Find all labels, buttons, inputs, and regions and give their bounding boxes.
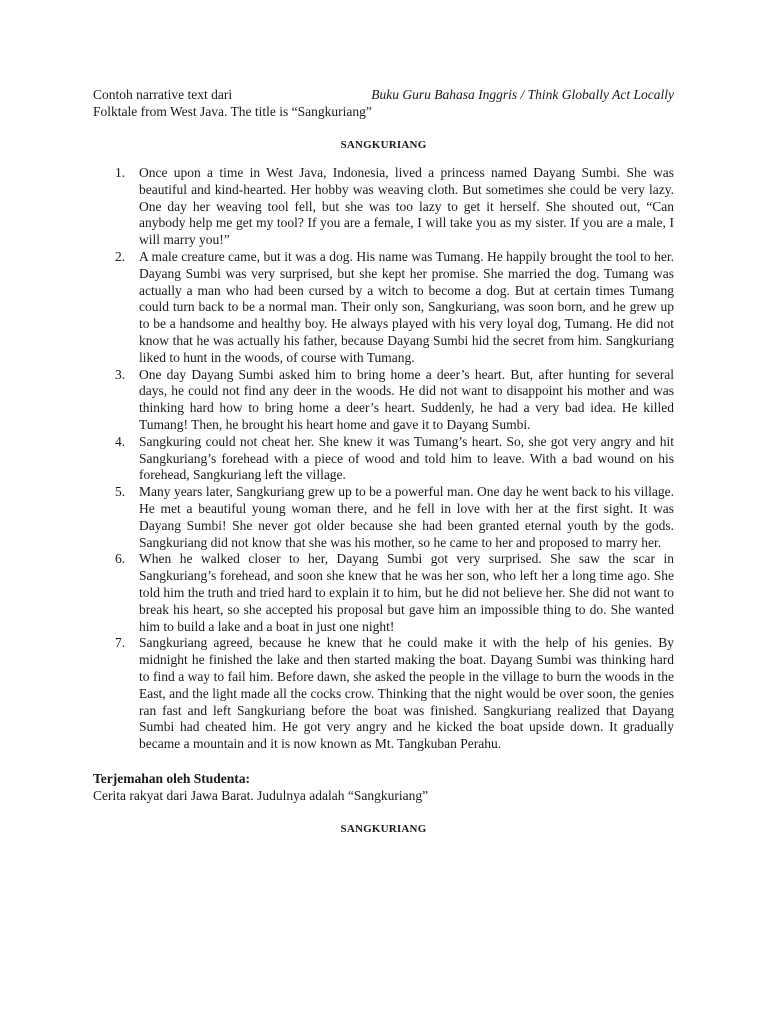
- paragraph-text: Sangkuring could not cheat her. She knew it was Tumang’s heart. So, she got very angry and hit Sangkuriang’s forehead with a piece of wood and told him to leave. With a bad wound on his forehead, Sangkuriang left the village.: [139, 433, 674, 483]
- story-title: SANGKURIANG: [340, 139, 427, 151]
- story-paragraph: [93, 165, 674, 249]
- paragraph-number: 4.: [115, 433, 126, 449]
- story-paragraph: [93, 434, 674, 484]
- paragraph-number: 5.: [115, 484, 126, 500]
- intro-line-2: Folktale from West Java. The title is “Sangkuriang”: [93, 104, 372, 119]
- paragraph-text: One day Dayang Sumbi asked him to bring home a deer’s heart. But, after hunting for several days, he could not find any deer in the woods. He did not want to disappoint his mother and was thinking hard how to bring home a deer’s heart. Suddenly, he had a very bad idea. He killed Tumang! Then, he brought his heart home and gave it to Dayang Sumbi.: [139, 366, 674, 432]
- document-page: [93, 86, 674, 835]
- paragraph-text: A male creature came, but it was a dog. His name was Tumang. He happily brought the tool to her. Dayang Sumbi was very surprised, but she kept her promise. She married the dog. Tumang was actually a man who had been cursed by a witch to become a dog. But at certain times Tumang could turn back to be a normal man. Their only son, Sangkuriang, was soon born, and he grew up to be a handsome and healthy boy. He always played with his very loyal dog, Tumang. He did not know that he was actually his father, because Dayang Sumbi hid the secret from him. Sangkuriang liked to hunt in the woods, of course with Tumang.: [139, 248, 674, 365]
- translation-heading: Terjemahan oleh Studenta:: [93, 770, 251, 786]
- paragraph-number: 7.: [115, 635, 126, 651]
- story-paragraph: [93, 551, 674, 635]
- story-paragraph: [93, 635, 674, 753]
- story-paragraph-list: [93, 165, 674, 753]
- intro-line-1: [93, 86, 674, 103]
- paragraph-text: Sangkuriang agreed, because he knew that he could make it with the help of his genies. By midnight he finished the lake and then started making the boat. Dayang Sumbi was thinking hard to find a way to fail him. Before dawn, she asked the people in the village to burn the woods in the East, and the light made all the cocks crow. Thinking that the night would be over soon, the genies ran fast and left Sangkuriang before the boat was finished. Sangkuriang realized that Dayang Sumbi had cheated him. He got very angry and he kicked the boat upside down. It gradually became a mountain and it is now known as Mt. Tangkuban Perahu.: [139, 635, 674, 752]
- story-paragraph: [93, 249, 674, 367]
- book-title: Buku Guru Bahasa Inggris / Think Globally Act Locally: [371, 87, 674, 102]
- paragraph-number: 1.: [115, 165, 126, 180]
- paragraph-text: Many years later, Sangkuriang grew up to be a powerful man. One day he went back to his village. He met a beautiful young woman there, and he fell in love with her at the first sight. It was Dayang Sumbi! She never got older because she had been granted eternal youth by the gods. Sangkuriang did not know that she was his mother, so he came to her and proposed to marry her.: [139, 484, 674, 550]
- paragraph-number: 3.: [115, 366, 126, 382]
- translation-subtitle: Cerita rakyat dari Jawa Barat. Judulnya adalah “Sangkuriang”: [93, 787, 429, 803]
- intro-paragraph: [93, 86, 674, 120]
- paragraph-number: 2.: [115, 248, 126, 264]
- story-paragraph: [93, 367, 674, 434]
- paragraph-text: Once upon a time in West Java, Indonesia, lived a princess named Dayang Sumbi. She was beautiful and kind-hearted. Her hobby was weaving cloth. But sometimes she could be very lazy. One day her weaving tool fell, but she was too lazy to get it herself. She shouted out, “Can anybody help me get my tool? If you are a female, I will take you as my sister. If you are a male, I will marry you!”: [139, 165, 674, 248]
- intro-prefix: Contoh narrative text dari: [93, 87, 233, 102]
- story-paragraph: [93, 484, 674, 551]
- paragraph-text: When he walked closer to her, Dayang Sumbi got very surprised. She saw the scar in Sangkuriang’s forehead, and soon she knew that he was her son, who left her a long time ago. She told him the truth and tried hard to explain it to him, but he did not believe her. She did not want to break his heart, so she accepted his proposal but gave him an impossible thing to do. She wanted him to build a lake and a boat in just one night!: [139, 551, 674, 634]
- translation-title: SANGKURIANG: [340, 822, 427, 835]
- paragraph-number: 6.: [115, 551, 126, 567]
